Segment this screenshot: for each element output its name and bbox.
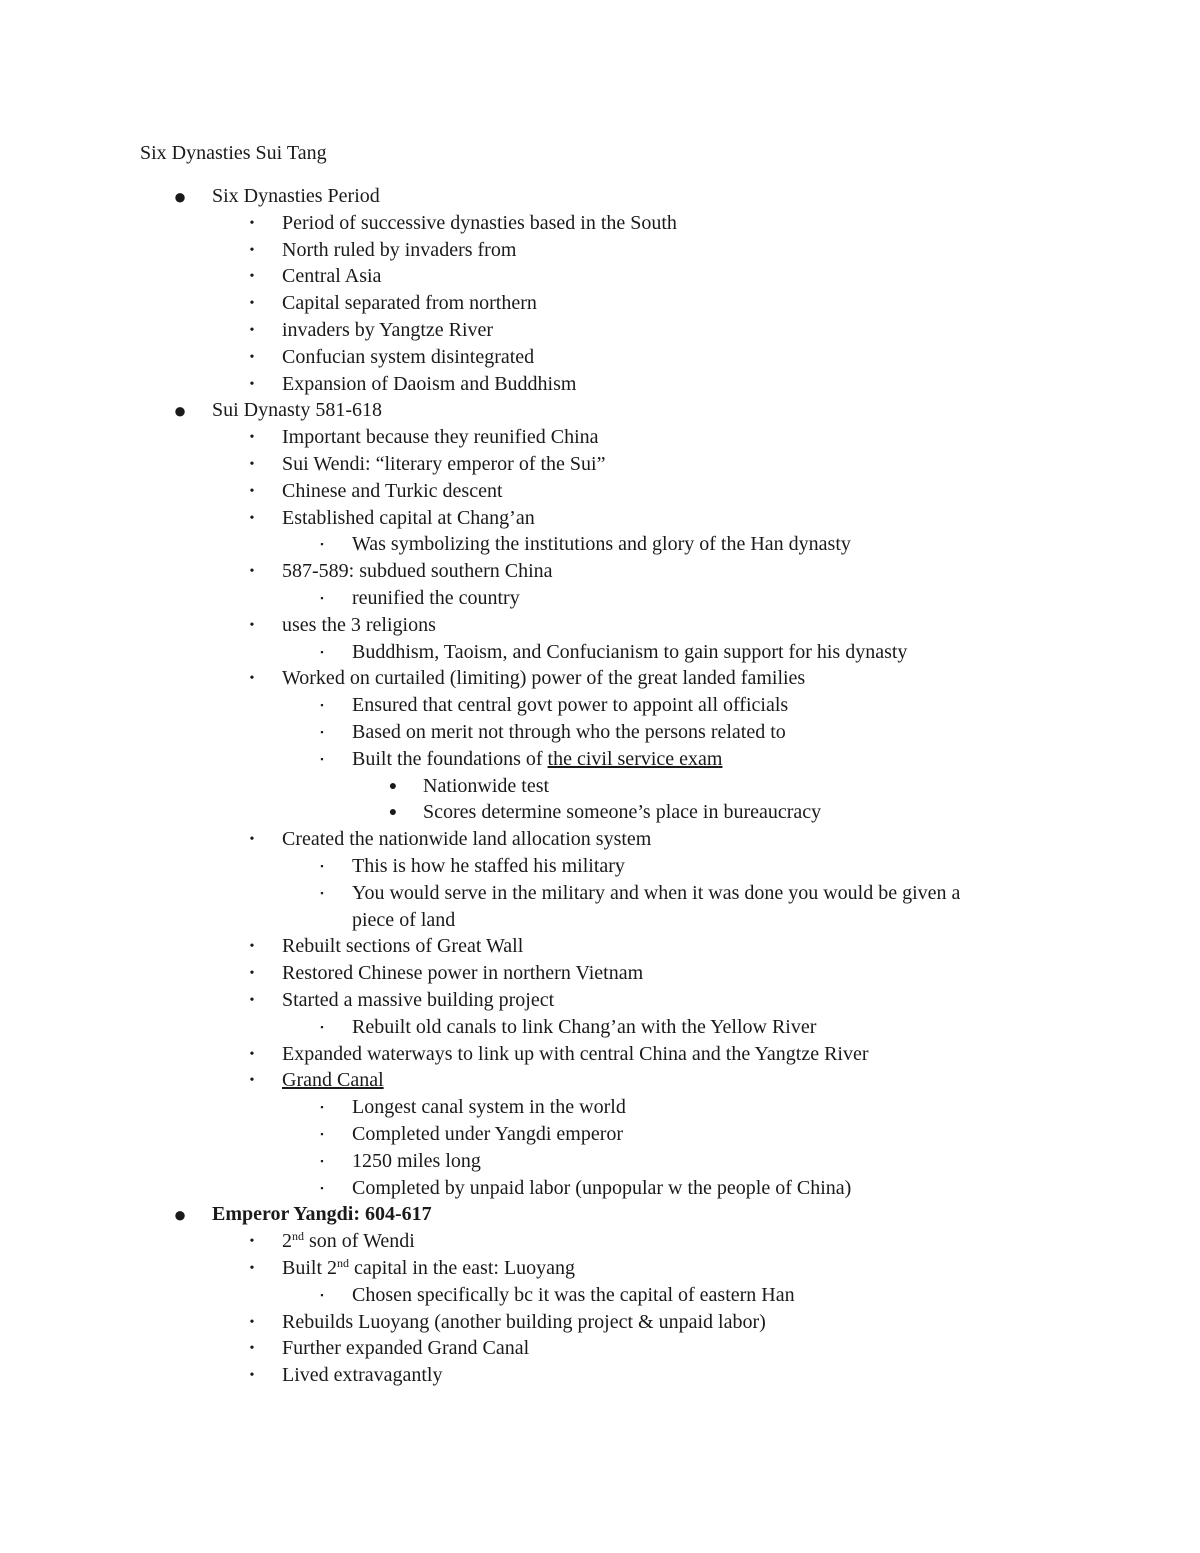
bullet-level3-icon: ▪ [320,1155,324,1166]
text-segment: Buddhism, Taoism, and Confucianism to gain support for his dynasty [352,640,908,663]
text-segment: 2 [282,1230,292,1253]
superscript-text: nd [292,1229,304,1244]
bullet-level4-icon: ● [388,778,398,794]
document-title: Six Dynasties Sui Tang [140,142,327,164]
list-item-text [282,478,503,505]
list-item [0,451,1100,478]
text-segment: This is how he staffed his military [352,855,625,877]
list-item-text [352,585,520,612]
bullet-level2-icon: • [249,617,255,633]
bullet-level3-icon: ▪ [320,887,324,898]
list-item [0,263,1100,290]
list-item [0,558,1100,585]
list-item [0,1255,1100,1282]
list-item-text [282,826,651,853]
text-segment: Nationwide test [423,774,550,797]
list-item-text [352,531,851,558]
bullet-level2-icon: • [249,1261,255,1276]
list-item-text [282,371,576,398]
list-item-text [282,612,436,639]
list-item [0,1175,1100,1202]
list-item [0,1094,1100,1121]
text-segment: Chinese and Turkic descent [282,479,503,502]
list-item-text [282,1362,443,1389]
bullet-level2-icon: • [249,510,255,526]
list-item [0,1362,1100,1389]
bullet-level2-icon: • [249,1341,255,1357]
bullet-level3-icon: ▪ [320,700,324,711]
text-segment: Confucian system disintegrated [282,345,535,368]
text-segment: invaders by Yangtze River [282,319,494,341]
list-item-text [282,933,523,960]
list-item [0,773,1100,800]
text-segment: Further expanded Grand Canal [282,1337,530,1360]
list-item [0,1228,1100,1255]
list-item [0,371,1100,398]
text-segment: Was symbolizing the institutions and glory of the Han dynasty [352,533,851,556]
list-item-text [282,987,554,1014]
list-item-text [352,639,907,666]
text-segment: Rebuilt old canals to link Chang’an with the Yellow River [352,1015,817,1038]
bullet-level2-icon: • [249,993,255,1008]
bullet-level2-icon: • [249,242,255,258]
bullet-level3-icon: ▪ [320,1021,324,1032]
list-item [0,746,1100,773]
text-segment: Completed under Yangdi emperor [352,1123,624,1145]
text-segment: Built 2 [282,1257,338,1279]
list-item-text [352,1121,623,1148]
list-item-text [212,183,380,210]
bullet-level3-icon: ▪ [320,1182,324,1193]
superscript-text: nd [337,1256,350,1270]
list-item [0,1148,1100,1175]
text-segment: North ruled by invaders from [282,238,517,261]
list-item [0,1067,1100,1094]
bullet-level4-icon: ● [388,805,398,821]
text-segment: Capital separated from northern [282,292,537,315]
bullet-level2-icon: • [249,671,255,687]
list-item [0,317,1100,344]
list-item [0,692,1100,719]
list-item-text [352,1282,795,1309]
text-segment: Period of successive dynasties based in the South [282,211,677,234]
bullet-level2-icon: • [249,376,255,392]
text-segment: piece of land [352,908,456,931]
list-item-text [352,719,786,746]
bullet-level2-icon: • [249,349,255,365]
list-item [0,210,1100,237]
list-item-text [282,237,516,264]
list-item-text [282,1228,415,1255]
list-item [0,290,1100,317]
text-segment: Expanded waterways to link up with central China and the Yangtze River [282,1042,869,1065]
list-item-text [352,1175,851,1202]
bullet-level3-icon: ▪ [320,646,324,657]
list-item [0,1309,1100,1336]
text-segment: 1250 miles long [352,1149,481,1172]
text-segment: 587-589: subdued southern China [282,560,553,583]
list-item-text [212,397,382,424]
list-item-text [423,799,821,826]
list-item [0,1121,1100,1148]
text-segment: Created the nationwide land allocation system [282,828,652,851]
text-segment: You would serve in the military and when it was done you would be given a [352,881,961,904]
list-item [0,1041,1100,1068]
list-item [0,1201,1100,1228]
bullet-level2-icon: • [249,832,255,848]
text-segment: Scores determine someone’s place in bureaucracy [423,801,822,824]
list-item [0,1014,1100,1041]
bullet-level3-icon: ▪ [320,1289,324,1300]
text-segment: Longest canal system in the world [352,1096,626,1119]
text-segment: Important because they reunified China [282,426,599,449]
list-item-text [282,1335,529,1362]
text-segment: son of Wendi [304,1230,415,1253]
text-segment: Started a massive building project [282,989,555,1011]
bullet-level2-icon: • [249,1073,255,1089]
list-item [0,183,1100,210]
list-item [0,612,1100,639]
bullet-level1-icon: ● [173,398,187,424]
list-item-text [282,960,643,987]
list-item [0,665,1100,692]
text-segment: Sui Wendi: “literary emperor of the Sui” [282,453,606,475]
list-item [0,907,1100,934]
text-segment: Worked on curtailed (limiting) power of the great landed families [282,667,806,690]
bullet-level3-icon: ▪ [320,861,324,871]
text-segment: Expansion of Daoism and Buddhism [282,372,577,395]
list-item [0,505,1100,532]
text-segment: Grand Canal [282,1069,384,1092]
bullet-level3-icon: ▪ [320,753,324,764]
text-segment: Ensured that central govt power to appoint all officials [352,694,789,717]
list-item-text [352,1014,816,1041]
text-segment: Central Asia [282,265,382,288]
text-segment: Sui Dynasty 581-618 [212,399,382,422]
bullet-level3-icon: ▪ [320,593,324,603]
text-segment: Established capital at Chang’an [282,506,535,529]
bullet-level2-icon: • [249,1314,255,1330]
bullet-level1-icon: ● [173,1202,187,1228]
list-item [0,424,1100,451]
bullet-level2-icon: • [249,564,255,580]
bullet-level2-icon: • [249,215,255,231]
text-segment: Six Dynasties Period [212,185,380,207]
list-item-text [282,263,381,290]
list-item-text [282,451,606,478]
list-item [0,719,1100,746]
list-item-text [282,1067,384,1094]
bullet-level3-icon: ▪ [320,1129,324,1139]
bullet-level2-icon: • [249,296,255,312]
bullet-level3-icon: ▪ [320,727,324,737]
bullet-level2-icon: • [249,269,255,285]
list-item-text [282,344,534,371]
list-item [0,531,1100,558]
text-segment: Built the foundations of [352,747,548,770]
text-segment: Rebuilds Luoyang (another building project & unpaid labor) [282,1310,766,1333]
text-segment: uses the 3 religions [282,613,436,636]
list-item-text [352,692,788,719]
list-item-text [282,1309,766,1336]
text-segment: Based on merit not through who the persons related to [352,721,786,743]
list-item [0,639,1100,666]
list-item [0,478,1100,505]
list-item [0,585,1100,612]
bullet-level2-icon: • [249,1368,255,1384]
list-item-text [282,505,535,532]
bullet-level2-icon: • [249,430,255,446]
list-item [0,960,1100,987]
text-segment: Lived extravagantly [282,1364,443,1387]
list-item [0,826,1100,853]
list-item-text [212,1201,432,1228]
bullet-level2-icon: • [249,483,255,499]
list-item-text [352,853,625,880]
bullet-level2-icon: • [249,966,255,982]
list-item-text [282,1255,575,1282]
text-segment: Completed by unpaid labor (unpopular w the people of China) [352,1176,852,1199]
bullet-level2-icon: • [249,457,255,472]
list-item-text [352,746,722,773]
bullet-level2-icon: • [249,939,255,955]
list-item [0,853,1100,880]
list-item-text [282,1041,869,1068]
text-segment: Restored Chinese power in northern Vietnam [282,962,644,985]
list-item-text [282,210,677,237]
list-item-text [282,290,537,317]
list-item-text [352,1094,626,1121]
list-item-text [282,665,805,692]
list-item [0,799,1100,826]
bullet-level2-icon: • [249,1046,255,1062]
text-segment: reunified the country [352,587,520,609]
bullet-level3-icon: ▪ [320,1102,324,1113]
list-item-text [352,907,455,934]
list-item [0,1335,1100,1362]
text-segment: capital in the east: Luoyang [349,1257,576,1279]
text-segment: Emperor Yangdi: 604-617 [212,1203,432,1226]
list-item [0,397,1100,424]
list-item-text [282,424,599,451]
bullet-level3-icon: ▪ [320,539,324,550]
list-item-text [352,880,960,907]
list-item-text [282,317,493,344]
list-item-text [352,1148,481,1175]
text-segment: Chosen specifically bc it was the capital of eastern Han [352,1283,795,1306]
bullet-level1-icon: ● [173,184,187,209]
list-item [0,933,1100,960]
list-item-text [282,558,553,585]
list-item [0,880,1100,907]
list-item [0,344,1100,371]
list-item [0,237,1100,264]
list-item [0,987,1100,1014]
bullet-level2-icon: • [249,1234,255,1250]
bullet-level2-icon: • [249,323,255,338]
list-item [0,1282,1100,1309]
text-segment: the civil service exam [547,747,723,770]
list-item-text [423,773,549,800]
text-segment: Rebuilt sections of Great Wall [282,935,524,958]
